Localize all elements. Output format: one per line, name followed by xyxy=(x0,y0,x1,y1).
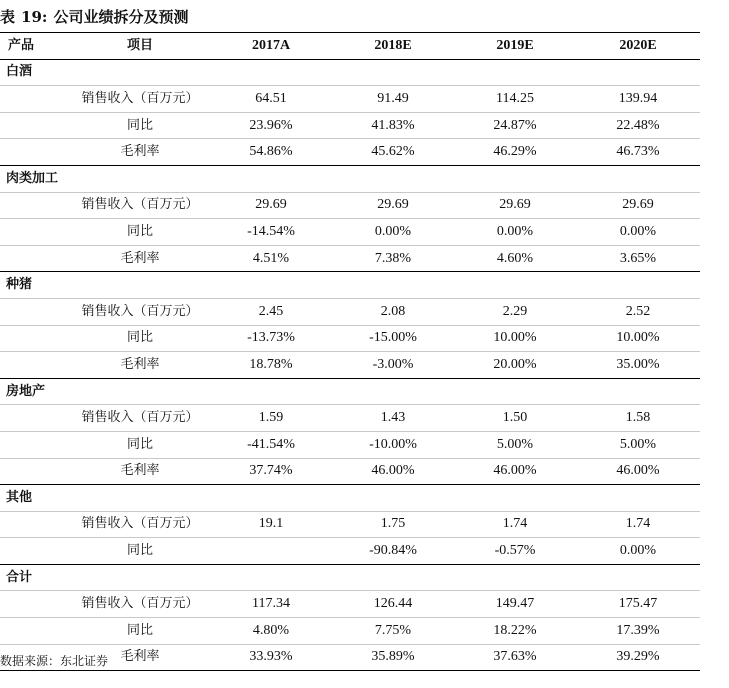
table-row xyxy=(0,219,700,246)
value-cell: 114.25 xyxy=(496,90,534,106)
table-row xyxy=(0,458,700,485)
value-cell: 35.00% xyxy=(616,356,660,372)
value-cell: 35.89% xyxy=(371,649,415,665)
empty-cell xyxy=(332,378,454,405)
empty-cell xyxy=(0,112,70,139)
value-cell: 91.49 xyxy=(377,90,409,106)
empty-cell xyxy=(70,59,210,86)
empty-cell xyxy=(332,485,454,512)
metric-label: 同比 xyxy=(126,543,153,559)
forecast-table xyxy=(0,32,700,671)
table-row xyxy=(0,352,700,379)
empty-cell xyxy=(332,272,454,299)
value-cell: 2.08 xyxy=(380,303,406,319)
value-cell: 18.22% xyxy=(493,622,537,638)
value-cell: 117.34 xyxy=(252,596,290,612)
value-cell: 37.74% xyxy=(249,463,293,479)
value-cell: 3.65% xyxy=(619,250,657,266)
value-cell: 29.69 xyxy=(499,197,531,213)
value-cell: 46.73% xyxy=(616,144,660,160)
category-row xyxy=(0,378,700,405)
value-cell: -13.73% xyxy=(247,330,295,346)
empty-cell xyxy=(210,564,332,591)
empty-cell xyxy=(454,485,576,512)
category-row xyxy=(0,59,700,86)
table-title xyxy=(0,4,188,30)
empty-cell xyxy=(454,378,576,405)
value-cell: 1.43 xyxy=(380,410,406,426)
table-row xyxy=(0,405,700,432)
empty-cell xyxy=(0,538,70,565)
header-row xyxy=(0,33,700,60)
empty-cell xyxy=(0,192,70,219)
empty-cell xyxy=(0,139,70,166)
value-cell: 1.58 xyxy=(625,410,651,426)
table-body xyxy=(0,59,700,671)
empty-cell xyxy=(576,272,700,299)
metric-label: 销售收入（百万元） xyxy=(81,90,199,106)
empty-cell xyxy=(0,245,70,272)
header-item: 项目 xyxy=(126,37,153,53)
empty-cell xyxy=(0,86,70,113)
empty-cell xyxy=(70,564,210,591)
empty-cell xyxy=(0,325,70,352)
empty-cell xyxy=(576,485,700,512)
table-row xyxy=(0,325,700,352)
value-cell: 29.69 xyxy=(377,197,409,213)
value-cell: 46.00% xyxy=(371,463,415,479)
table-row xyxy=(0,591,700,618)
table-row xyxy=(0,112,700,139)
category-label: 肉类加工 xyxy=(6,170,59,186)
table-row xyxy=(0,618,700,645)
empty-cell xyxy=(70,165,210,192)
value-cell: 0.00% xyxy=(496,223,534,239)
value-cell: 17.39% xyxy=(616,622,660,638)
value-cell xyxy=(210,538,332,565)
empty-cell xyxy=(70,378,210,405)
value-cell: 4.51% xyxy=(252,250,290,266)
value-cell: 22.48% xyxy=(616,117,660,133)
empty-cell xyxy=(210,59,332,86)
value-cell: 0.00% xyxy=(619,223,657,239)
source-note: 数据来源：东北证券 xyxy=(0,654,109,668)
table-title-text: 公司业绩拆分及预测 xyxy=(53,8,189,26)
table-title-prefix: 表 xyxy=(0,8,16,26)
metric-label: 销售收入（百万元） xyxy=(81,197,199,213)
empty-cell xyxy=(454,564,576,591)
value-cell: 64.51 xyxy=(255,90,287,106)
value-cell: 54.86% xyxy=(249,144,293,160)
empty-cell xyxy=(0,618,70,645)
value-cell: 41.83% xyxy=(371,117,415,133)
empty-cell xyxy=(0,591,70,618)
value-cell: 149.47 xyxy=(495,596,535,612)
category-label: 白酒 xyxy=(6,64,33,80)
value-cell: 1.74 xyxy=(625,516,651,532)
value-cell: -41.54% xyxy=(247,436,295,452)
table-title-number: 19: xyxy=(21,8,48,26)
value-cell: -3.00% xyxy=(372,356,414,372)
empty-cell xyxy=(0,511,70,538)
empty-cell xyxy=(0,405,70,432)
value-cell: 7.75% xyxy=(374,622,412,638)
empty-cell xyxy=(210,165,332,192)
metric-label: 毛利率 xyxy=(120,356,160,372)
header-product: 产品 xyxy=(8,37,35,53)
metric-label: 毛利率 xyxy=(120,463,160,479)
empty-cell xyxy=(0,219,70,246)
value-cell: -10.00% xyxy=(369,436,417,452)
value-cell: -15.00% xyxy=(369,330,417,346)
value-cell: 20.00% xyxy=(493,356,537,372)
table-row xyxy=(0,86,700,113)
empty-cell xyxy=(576,59,700,86)
empty-cell xyxy=(70,272,210,299)
value-cell: 126.44 xyxy=(373,596,413,612)
table-row xyxy=(0,298,700,325)
table-row xyxy=(0,511,700,538)
header-year: 2017A xyxy=(251,37,291,53)
table-row xyxy=(0,139,700,166)
empty-cell xyxy=(70,485,210,512)
value-cell: 46.00% xyxy=(493,463,537,479)
value-cell: 0.00% xyxy=(619,543,657,559)
value-cell: 39.29% xyxy=(616,649,660,665)
table-row xyxy=(0,538,700,565)
value-cell: 19.1 xyxy=(258,516,284,532)
value-cell: 0.00% xyxy=(374,223,412,239)
metric-label: 同比 xyxy=(126,436,153,452)
value-cell: 46.29% xyxy=(493,144,537,160)
value-cell: 5.00% xyxy=(619,436,657,452)
value-cell: 29.69 xyxy=(622,197,654,213)
value-cell: 4.60% xyxy=(496,250,534,266)
empty-cell xyxy=(454,165,576,192)
empty-cell xyxy=(454,272,576,299)
empty-cell xyxy=(210,378,332,405)
category-row xyxy=(0,272,700,299)
category-row xyxy=(0,165,700,192)
value-cell: 33.93% xyxy=(249,649,293,665)
value-cell: 5.00% xyxy=(496,436,534,452)
category-row xyxy=(0,485,700,512)
metric-label: 销售收入（百万元） xyxy=(81,410,199,426)
empty-cell xyxy=(576,564,700,591)
category-label: 房地产 xyxy=(6,383,46,399)
value-cell: 2.52 xyxy=(625,303,651,319)
empty-cell xyxy=(576,165,700,192)
value-cell: 24.87% xyxy=(493,117,537,133)
metric-label: 同比 xyxy=(126,622,153,638)
value-cell: 1.50 xyxy=(502,410,528,426)
value-cell: 45.62% xyxy=(371,144,415,160)
category-row xyxy=(0,564,700,591)
value-cell: 10.00% xyxy=(493,330,537,346)
value-cell: 2.29 xyxy=(502,303,528,319)
value-cell: -90.84% xyxy=(369,543,417,559)
header-year: 2020E xyxy=(619,37,657,53)
metric-label: 销售收入（百万元） xyxy=(81,516,199,532)
metric-label: 同比 xyxy=(126,223,153,239)
empty-cell xyxy=(210,485,332,512)
value-cell: 29.69 xyxy=(255,197,287,213)
empty-cell xyxy=(576,378,700,405)
table-row xyxy=(0,245,700,272)
empty-cell xyxy=(210,272,332,299)
metric-label: 毛利率 xyxy=(120,144,160,160)
value-cell: 1.74 xyxy=(502,516,528,532)
metric-label: 同比 xyxy=(126,117,153,133)
table-row xyxy=(0,431,700,458)
empty-cell xyxy=(332,564,454,591)
value-cell: 139.94 xyxy=(618,90,658,106)
metric-label: 毛利率 xyxy=(120,649,160,665)
value-cell: 23.96% xyxy=(249,117,293,133)
value-cell: 37.63% xyxy=(493,649,537,665)
header-year: 2019E xyxy=(496,37,534,53)
empty-cell xyxy=(332,165,454,192)
value-cell: 46.00% xyxy=(616,463,660,479)
value-cell: 10.00% xyxy=(616,330,660,346)
category-label: 其他 xyxy=(6,489,33,505)
empty-cell xyxy=(0,458,70,485)
empty-cell xyxy=(0,298,70,325)
value-cell: 2.45 xyxy=(258,303,284,319)
value-cell: 1.75 xyxy=(380,516,406,532)
metric-label: 销售收入（百万元） xyxy=(81,303,199,319)
value-cell: -14.54% xyxy=(247,223,295,239)
value-cell: 18.78% xyxy=(249,356,293,372)
empty-cell xyxy=(0,352,70,379)
value-cell: 4.80% xyxy=(252,622,290,638)
value-cell: 1.59 xyxy=(258,410,284,426)
value-cell: -0.57% xyxy=(494,543,536,559)
category-label: 合计 xyxy=(6,569,33,585)
value-cell: 7.38% xyxy=(374,250,412,266)
metric-label: 销售收入（百万元） xyxy=(81,596,199,612)
empty-cell xyxy=(332,59,454,86)
metric-label: 同比 xyxy=(126,330,153,346)
empty-cell xyxy=(454,59,576,86)
header-year: 2018E xyxy=(374,37,412,53)
metric-label: 毛利率 xyxy=(120,250,160,266)
value-cell: 175.47 xyxy=(618,596,658,612)
table-row xyxy=(0,192,700,219)
empty-cell xyxy=(0,431,70,458)
category-label: 种猪 xyxy=(6,277,33,293)
